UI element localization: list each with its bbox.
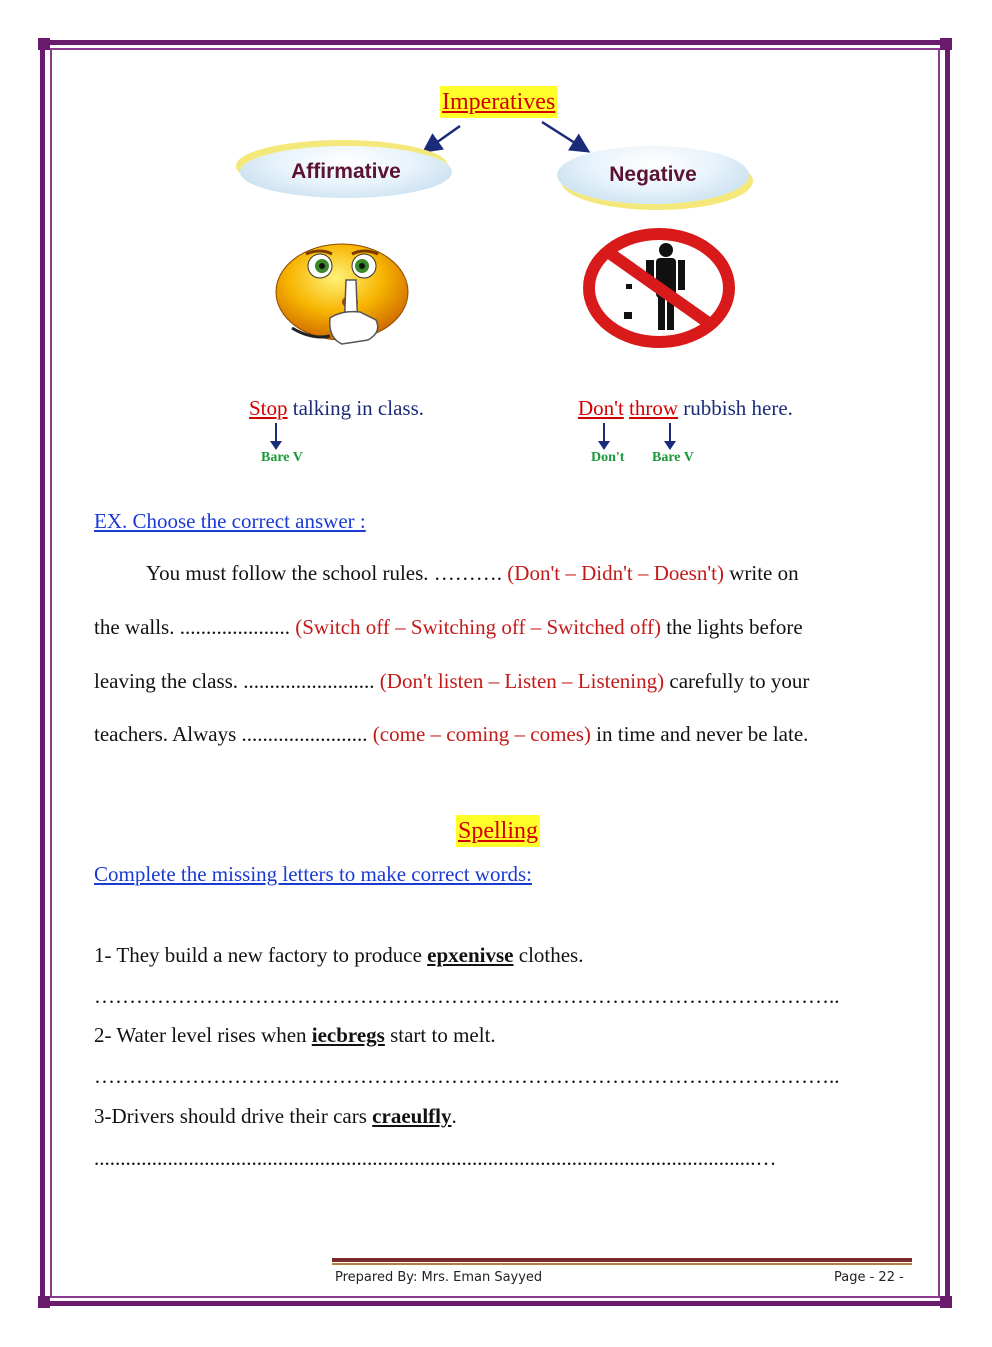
line-text: teachers. Always ........................ (94, 722, 373, 746)
border-corner (38, 38, 50, 50)
scrambled-word: epxenivse (427, 943, 514, 967)
item-text: start to melt. (384, 1023, 496, 1047)
item-text: 2- Water level rises when (94, 1023, 312, 1047)
border-corner (940, 38, 952, 50)
no-littering-icon (582, 228, 736, 348)
border-corner (940, 1296, 952, 1308)
footer-author: Prepared By: Mrs. Eman Sayyed (335, 1270, 543, 1285)
line-text: leaving the class. ......................... (94, 669, 380, 693)
answer-line: ..............................................................................................................................… (94, 1146, 777, 1170)
answer-line: …………………………………………………………………………………………….. (94, 984, 840, 1008)
exercise-line (94, 722, 808, 747)
line-text: carefully to your (664, 669, 810, 693)
exercise-line (146, 561, 799, 586)
spelling-item (94, 1023, 496, 1048)
example-verb: Stop (249, 396, 288, 420)
options: (Switch off – Switching off – Switched off) (295, 615, 661, 639)
negative-pill (557, 146, 749, 204)
line-text: write on (723, 561, 799, 585)
arrow-down-icon (662, 423, 678, 451)
bare-v-label: Bare V (261, 450, 303, 465)
scrambled-word: iecbregs (311, 1023, 385, 1047)
line-text: You must follow the school rules. ………. (146, 561, 508, 585)
item-text: . (451, 1104, 457, 1128)
options: (Don't listen – Listen – Listening) (379, 669, 665, 693)
dont-label: Don't (591, 450, 625, 465)
options: (Don't – Didn't – Doesn't) (507, 561, 724, 585)
negative-label: Negative (609, 163, 697, 186)
spelling-heading: Complete the missing letters to make correct words: (94, 862, 532, 886)
spelling-item (94, 1104, 457, 1129)
spelling-item (94, 943, 583, 968)
arrow-down-icon (596, 423, 612, 451)
example-dont: Don't (578, 396, 624, 420)
line-text: the lights before (660, 615, 803, 639)
item-text: 1- They build a new factory to produce (94, 943, 428, 967)
line-text: the walls. ..................... (94, 615, 296, 639)
exercise-heading: EX. Choose the correct answer : (94, 509, 366, 533)
affirmative-label: Affirmative (291, 160, 401, 183)
shush-emoji-icon (272, 240, 416, 352)
branch-arrows (410, 118, 600, 158)
spelling-title: Spelling (456, 815, 540, 847)
options: (come – coming – comes) (372, 722, 591, 746)
footer-page-number: Page - 22 - (834, 1270, 904, 1285)
example-rest: talking in class. (287, 396, 424, 420)
scrambled-word: craeulfly (372, 1104, 452, 1128)
bare-v-label: Bare V (652, 450, 694, 465)
negative-example (578, 396, 793, 421)
exercise-line (94, 669, 809, 694)
footer-rule (332, 1263, 912, 1265)
footer-rule (332, 1258, 912, 1262)
exercise-line (94, 615, 803, 640)
example-rest: rubbish here. (678, 396, 793, 420)
example-verb: throw (629, 396, 679, 420)
answer-line: …………………………………………………………………………………………….. (94, 1064, 840, 1088)
item-text: 3-Drivers should drive their cars (94, 1104, 373, 1128)
imperatives-title: Imperatives (440, 86, 557, 118)
arrow-down-icon (268, 423, 284, 451)
line-text: in time and never be late. (590, 722, 809, 746)
item-text: clothes. (513, 943, 584, 967)
affirmative-example (249, 396, 424, 421)
affirmative-pill (240, 146, 452, 198)
border-corner (38, 1296, 50, 1308)
